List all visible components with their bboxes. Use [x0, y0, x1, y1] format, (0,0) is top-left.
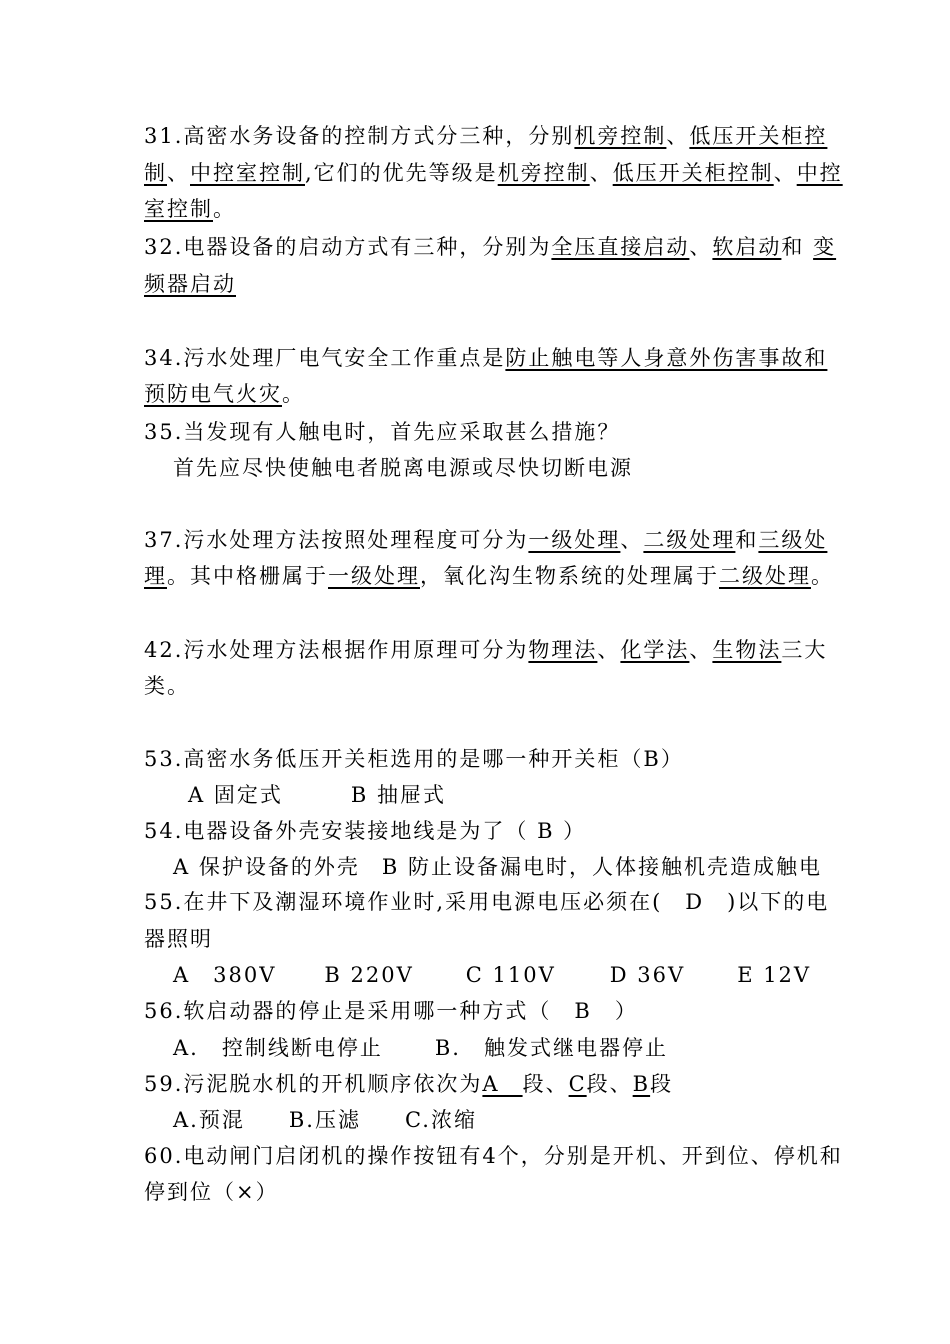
q31-answer-5: 低压开关柜控制 [612, 161, 774, 185]
q32-line-1 [144, 232, 836, 262]
q59-option-a: A.预混 [173, 1108, 245, 1132]
q53-option-a: A 固定式 [188, 783, 283, 807]
q54-options [173, 852, 822, 882]
q31-answer-3: 中控室控制 [190, 161, 305, 185]
q53-question: 53.高密水务低压开关柜选用的是哪一种开关柜（B） [144, 747, 684, 771]
q37-answer-3: 三级处 [758, 528, 828, 552]
q31-answer-1: 机旁控制 [574, 124, 667, 148]
q37-answer-4: 一级处理 [328, 564, 420, 588]
q55-option-d: D 36V [609, 963, 686, 987]
q42-answer-2: 化学法 [620, 638, 690, 662]
q34-answer-cont: 预防电气火灾 [144, 382, 282, 406]
q35-answer: 首先应尽快使触电者脱离电源或尽快切断电源 [173, 456, 633, 480]
q54-question: 54.电器设备外壳安装接地线是为了（ B ） [144, 819, 587, 843]
q59-text: 段 [650, 1072, 674, 1096]
q59-answer-3: B [632, 1072, 651, 1096]
q31-answer-4: 机旁控制 [497, 161, 590, 185]
q55-line-1: 55.在井下及潮湿环境作业时,采用电源电压必须在( D )以下的电 [144, 890, 830, 914]
separator: 、 [620, 528, 644, 552]
separator: 、 [589, 161, 613, 185]
q56-options [173, 1033, 668, 1063]
q31-answer-2: 低压开关柜控 [689, 124, 828, 148]
q59-line-1 [144, 1069, 673, 1099]
period: 。 [282, 382, 305, 406]
q34-text: 34.污水处理厂电气安全工作重点是 [144, 346, 506, 370]
q42-answer-1: 物理法 [528, 638, 598, 662]
period: 。 [213, 197, 236, 221]
q31-text: 31.高密水务设备的控制方式分三种，分别 [144, 124, 575, 148]
q59-text: 段、 [586, 1072, 633, 1096]
q32-text: 和 [781, 235, 814, 259]
q37-line-2 [144, 561, 834, 591]
q32-text: 32.电器设备的启动方式有三种，分别为 [144, 235, 552, 259]
q32-answer-3-cont: 频器启动 [144, 272, 236, 296]
q42-line-2: 类。 [144, 674, 190, 698]
q32-answer-2: 软启动 [712, 235, 782, 259]
q56-option-a: A. 控制线断电停止 [173, 1036, 383, 1060]
q31-answer-6: 中控 [796, 161, 843, 185]
q34-answer: 防止触电等人身意外伤害事故和 [505, 346, 828, 370]
q54-option-a: A 保护设备的外壳 [173, 855, 360, 879]
q54-option-b: B 防止设备漏电时，人体接触机壳造成触电 [381, 855, 822, 879]
separator: 、 [773, 161, 797, 185]
q55-option-a: A 380V [173, 963, 277, 987]
q59-options [173, 1105, 477, 1135]
separator: 、 [689, 235, 713, 259]
q56-question: 56.软启动器的停止是采用哪一种方式（ B ） [144, 999, 638, 1023]
q31-answer-2-cont: 制 [144, 161, 167, 185]
q37-answer-3-cont: 理 [144, 564, 167, 588]
separator: 、 [666, 124, 690, 148]
q31-line-3 [144, 194, 236, 224]
q32-answer-1: 全压直接启动 [551, 235, 690, 259]
separator: 、 [689, 638, 713, 662]
q59-text: 段、 [522, 1072, 569, 1096]
q55-option-e: E 12V [737, 963, 812, 987]
q59-answer-1: A [482, 1072, 523, 1096]
q32-line-2 [144, 269, 236, 299]
separator: 、 [597, 638, 621, 662]
q31-text: ,它们的优先等级是 [305, 161, 498, 185]
q59-answer-2: C [568, 1072, 587, 1096]
q55-line-2: 器照明 [144, 927, 213, 951]
q37-text: 。其中格栅属于 [167, 564, 328, 588]
q35-question: 35.当发现有人触电时，首先应采取甚么措施？ [144, 420, 621, 444]
q42-text: 三大 [781, 638, 828, 662]
q42-text: 42.污水处理方法根据作用原理可分为 [144, 638, 529, 662]
q37-line-1 [144, 525, 827, 555]
q42-answer-3: 生物法 [712, 638, 782, 662]
q37-answer-2: 二级处理 [643, 528, 736, 552]
q37-text: ，氧化沟生物系统的处理属于 [420, 564, 719, 588]
period: 。 [811, 564, 834, 588]
q53-option-b: B 抽屉式 [350, 783, 446, 807]
q59-option-b: B.压滤 [288, 1108, 361, 1132]
q31-line-1 [144, 121, 827, 151]
q55-options [173, 960, 811, 990]
separator: 、 [167, 161, 190, 185]
q31-answer-6-cont: 室控制 [144, 197, 213, 221]
q37-answer-1: 一级处理 [528, 528, 621, 552]
q55-option-c: C 110V [465, 963, 556, 987]
q59-text: 59.污泥脱水机的开机顺序依次为 [144, 1072, 483, 1096]
q60-line-1: 60.电动闸门启闭机的操作按钮有4个，分别是开机、开到位、停机和 [144, 1144, 843, 1168]
q32-answer-3: 变 [813, 235, 837, 259]
q37-text: 和 [735, 528, 759, 552]
q53-options [188, 780, 446, 810]
q37-answer-5: 二级处理 [719, 564, 811, 588]
q56-option-b: B. 触发式继电器停止 [434, 1036, 668, 1060]
q59-option-c: C.浓缩 [404, 1108, 477, 1132]
q60-line-2: 停到位（×） [144, 1180, 279, 1204]
q34-line-2 [144, 379, 305, 409]
q55-option-b: B 220V [324, 963, 414, 987]
q42-line-1 [144, 635, 827, 665]
q37-text: 37.污水处理方法按照处理程度可分为 [144, 528, 529, 552]
q31-line-2 [144, 158, 843, 188]
q34-line-1 [144, 343, 827, 373]
